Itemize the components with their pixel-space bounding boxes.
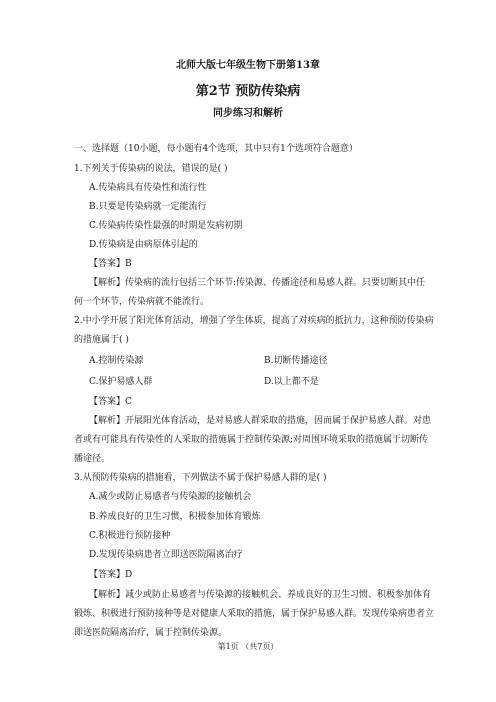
q2-stem-line: 2.中小学开展了阳光体育活动，增强了学生体质，提高了对疾病的抵抗力，这种预防传染病 — [74, 316, 434, 326]
q2-option-d: D.以上都不是 — [264, 377, 319, 387]
section-heading: 一、选择题（10小题，每小题有4个选项，其中只有1个选项符合题意） — [74, 144, 358, 154]
q3-option-b: B.养成良好的卫生习惯，积极参加体育锻炼 — [89, 512, 261, 522]
book-title: 北师大版七年级生物下册第13章 — [176, 60, 320, 71]
page-number: 第1页 （共7页） — [217, 642, 279, 651]
section-title: 第2节 预防传染病 — [195, 84, 301, 99]
q2-option-c: C.保护易感人群 — [89, 377, 153, 387]
q1-option-c: C.传染病传染性最强的时期是发病初期 — [89, 221, 243, 231]
q1-analysis-line: 【解析】传染病的流行包括三个环节:传染源、传播途径和易感人群。只要切断其中任 — [89, 278, 426, 288]
q1-stem: 1.下列关于传染病的说法，错误的是( ) — [74, 164, 228, 174]
subtitle: 同步练习和解析 — [213, 108, 283, 119]
q2-analysis-line: 者或有可能具有传染性的人采取的措施属于控制传染源;对周围环境采取的措施属于切断传 — [74, 435, 429, 445]
q3-answer: 【答案】D — [89, 570, 133, 580]
q1-analysis-line: 何一个环节，传染病就不能流行。 — [74, 297, 210, 307]
q3-analysis-line: 即送医院隔离治疗，属于控制传染源。 — [74, 628, 228, 638]
q1-option-b: B.只要是传染病就一定能流行 — [89, 202, 207, 212]
q3-option-d: D.发现传染病患者立即送医院隔离治疗 — [89, 550, 243, 560]
q3-stem: 3.从预防传染病的措施看，下列做法不属于保护易感人群的是( ) — [74, 473, 327, 483]
q3-option-c: C.积极进行预防接种 — [89, 531, 171, 541]
q2-option-a: A.控制传染源 — [89, 356, 144, 366]
q3-analysis-line: 锻炼、积极进行预防接种等是对健康人采取的措施，属于保护易感人群。发现传染病患者立 — [74, 609, 435, 619]
q1-answer: 【答案】B — [89, 259, 132, 269]
q2-analysis-line: 播途径。 — [74, 454, 111, 464]
q1-option-a: A.传染病具有传染性和流行性 — [89, 183, 207, 193]
q2-analysis-line: 【解析】开展阳光体育活动，是对易感人群采取的措施，因而属于保护易感人群。对患 — [89, 416, 432, 426]
q3-analysis-line: 【解析】减少或防止易感者与传染源的接触机会、养成良好的卫生习惯、积极参加体育 — [89, 590, 432, 600]
q3-option-a: A.减少或防止易感者与传染源的接触机会 — [89, 492, 252, 502]
q2-answer: 【答案】C — [89, 397, 132, 407]
q2-stem-line: 的措施属于( ) — [74, 335, 129, 345]
q1-option-d: D.传染病是由病原体引起的 — [89, 240, 198, 250]
q2-option-b: B.切断传播途径 — [264, 356, 328, 366]
